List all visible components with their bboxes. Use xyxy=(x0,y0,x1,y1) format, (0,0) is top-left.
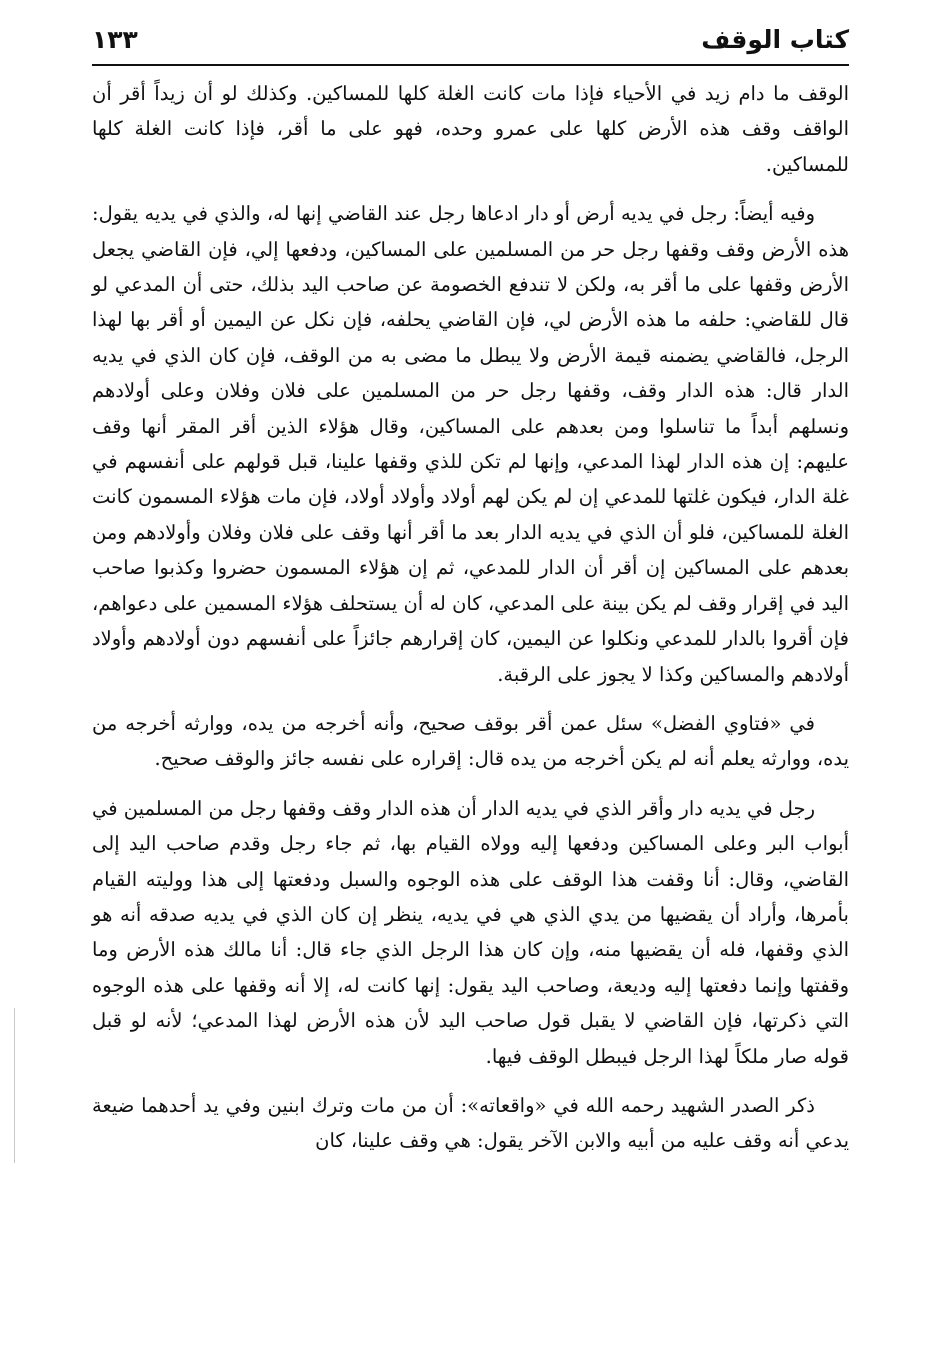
body-text xyxy=(92,76,849,1173)
paragraph: وفيه أيضاً: رجل في يديه أرض أو دار ادعاها رجل عند القاضي إنها له، والذي في يديه يقول: هذه الأرض وقف وقفها رجل حر من المسلمين على المساكين، ودفعها إلي، فإن القاضي يجعل الأرض وقفها على ما أقر به، ولكن لا تندفع الخصومة عن صاحب اليد بذلك، حتى أن المدعي لو قال للقاضي: حلفه ما هذه الأرض لي، فإن القاضي يحلفه، فإن نكل عن اليمين أو أقر بها لهذا الرجل، فالقاضي يضمنه قيمة الأرض ولا يبطل ما مضى به من الوقف، فإن كان الذي في يديه الدار قال: هذه الدار وقف، وقفها رجل حر من المسلمين على فلان وفلان وعلى أولادهم ونسلهم أبداً ما تناسلوا ومن بعدهم على المساكين، وقال هؤلاء الذين أقر المقر أنها وقف عليهم: إن هذه الدار لهذا المدعي، وإنها لم تكن للذي وقفها علينا، قبل قولهم على أنفسهم في غلة الدار، فيكون غلتها للمدعي إن لم يكن لهم أولاد وأولاد أولاد، فإن مات هؤلاء المسمون كانت الغلة للمساكين، فلو أن الذي في يديه الدار بعد ما أقر أنها وقف على فلان وفلان وأولادهم ومن بعدهم على المساكين إن أقر أن الدار للمدعي، ثم إن هؤلاء المسمون حضروا وكذبوا صاحب اليد في إقرار وقف لم يكن بينة على المدعي، كان له أن يستحلف هؤلاء المسمين على دعواهم، فإن أقروا بالدار للمدعي ونكلوا عن اليمين، كان إقرارهم جائزاً على أنفسهم دون أولادهم وأولاد أولادهم والمساكين وكذا لا يجوز على الرقبة. xyxy=(92,202,849,686)
paragraph: رجل في يديه دار وأقر الذي في يديه الدار أن هذه الدار وقف وقفها رجل من المسلمين في أبواب البر وعلى المساكين ودفعها إليه وولاه القيام بها، ثم جاء رجل وقدم صاحب اليد إلى القاضي، وقال: أنا وقفت هذا الوقف على هذه الوجوه والسبل ودفعتها إلى هذا ووليته القيام بأمرها، وأراد أن يقضيها من يدي الذي هي في يديه، ينظر إن كان الذي في يديه صدقه أنه هو الذي وقفها، فله أن يقضيها منه، وإن كان هذا الرجل الذي جاء قال: أنا مالك هذه الأرض وما وقفتها وإنما دفعتها إليه وديعة، وصاحب اليد يقول: إنها كانت له، إلا أنه وقفها على هذه الوجوه التي ذكرتها، فإن القاضي لا يقبل قول صاحب اليد لأن هذه الأرض لهذا المدعي؛ لأنه لو قبل قوله صار ملكاً لهذا الرجل فيبطل الوقف فيها. xyxy=(92,796,849,1068)
scan-margin-line xyxy=(14,1008,15,1163)
page-number: ١٣٣ xyxy=(92,24,138,54)
paragraph: الوقف ما دام زيد في الأحياء فإذا مات كانت الغلة كلها للمساكين. وكذلك لو أن زيداً أقر أن الواقف وقف هذه الأرض كلها على عمرو وحده، فهو على ما أقر، فإذا كانت الغلة كلها للمساكين. xyxy=(92,82,849,176)
page-header xyxy=(92,18,849,60)
header-rule xyxy=(92,64,849,66)
paragraph: ذكر الصدر الشهيد رحمه الله في «واقعاته»: أن من مات وترك ابنين وفي يد أحدهما ضيعة يدعي أنه وقف عليه من أبيه والابن الآخر يقول: هي وقف علينا، كان xyxy=(92,1093,849,1153)
running-title: كتاب الوقف xyxy=(701,24,849,54)
paragraph: في «فتاوي الفضل» سئل عمن أقر بوقف صحيح، وأنه أخرجه من يده، ووارثه أخرجه من يده، ووارثه يعلم أنه لم يكن أخرجه من يده قال: إقراره على نفسه جائز والوقف صحيح. xyxy=(92,711,849,771)
